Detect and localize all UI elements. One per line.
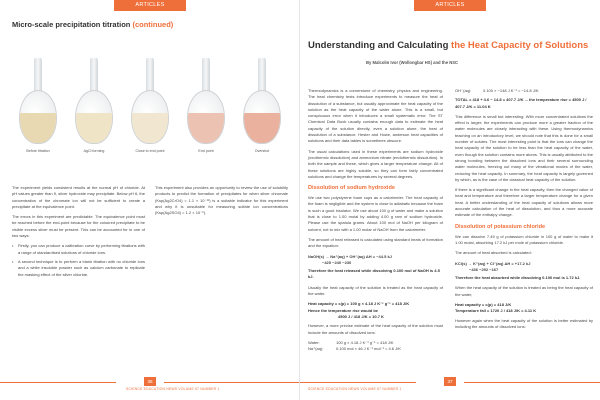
ion-calc: 0.100 mol × 46 J K⁻¹ mol⁻¹ = 4.6 J/K [336, 346, 401, 352]
photo-item [180, 58, 232, 168]
title-suffix: (continued) [132, 20, 174, 29]
photo-item [12, 58, 64, 168]
paragraph: This experiment also provides an opportunity to review the use of solubility products to predict the formation of precipitates for when silver chromate (Ksp(Ag2CrO4) = 1.1 × 10⁻¹²) is a suitable indicator for this experiment and why it is unsuitable for measuring sulfate ion concentrations (Ksp(Ag2SO4) = 1.2 × 10⁻⁵). [155, 185, 288, 216]
ion-label: Na⁺(aq): [308, 346, 324, 352]
flask-image [74, 58, 114, 146]
paragraph: However, a more precise estimate of the heat capacity of the solution must include the amounts of dissolved ions: [308, 323, 443, 335]
ion-row [455, 88, 593, 94]
page-number: 36 [144, 377, 156, 386]
footer-text: SCIENCE EDUCATION NEWS VOLUME 67 NUMBER 1 [308, 387, 402, 391]
footer-rule [164, 382, 300, 383]
paragraph: We use two polystyrene foam cups as a calorimeter. The heat capacity of the foam is negligible and the system is close to adiabatic because the foam is such a good insulator. We use about 100 g of water and make a solution that is close to 1.00 molal by adding 4.00 g ram of sodium hydroxide. Please use the spatula grams. About 100 mol of NaOH per kilogram of solvent, not to mix with a 1.00 molar of NaOH from the calorimeter. [308, 195, 443, 232]
paragraph: Usually the heat capacity of the solution is treated as the heat capacity of the water. [308, 284, 443, 297]
section-heading: Dissolution of sodium hydroxide [308, 185, 396, 192]
photo-strip [12, 58, 288, 168]
title-suffix: the Heat Capacity of Solutions [451, 40, 589, 51]
reaction-equation: NaOH(s) → Na⁺(aq) + OH⁻(aq) ΔH = −44.5 kJ [308, 253, 392, 259]
photo-item [68, 58, 120, 168]
ion-calc: 0.100 × −148 J K⁻¹ = −14.8 J/K [483, 88, 539, 93]
paragraph: Thermodynamics is a cornerstone of chemistry, physics and engineering. The heat chemistry tests introduce experiments to measure the heat of dissolution of a substance, but usually approximate the heat capacity of the solution as the heat capacity of the water alone. This is a small, but conspicuous error when it introduces a small systematic error. The ST Chemical Data Book usually contains enough data to estimate the heat capacity of the solution directly, even a solution alone, the heat of dissolution of a substance. Hester and Howe, anderson heat capacities of solutions and their data tables is sometimes obscure. [308, 88, 443, 144]
ion-label: OH⁻(aq): [455, 88, 472, 93]
title-main: Understanding and Calculating [308, 40, 449, 51]
photo-caption: AgCl forming [83, 149, 105, 153]
page-number: 37 [444, 377, 456, 386]
right-column-2 [455, 88, 593, 334]
paragraph: The errors in this experiment are predictable. The equivalence point must be reached before the end-point because for the coloured precipitate to be visible excess silver must be present. This can be accounted for in one of two ways: [12, 214, 145, 239]
reaction-equation: KCl(s) → K⁺(aq) + Cl⁻(aq) ΔH = +17.2 kJ [455, 260, 531, 266]
temperature-calc: Temperature fall = 1720 J / 418 J/K = 4.11 K [455, 308, 537, 314]
byline: By Malcolm Ivor (Wollongbar HS) and the NSC [366, 60, 459, 65]
flask-image [242, 58, 282, 146]
paragraph: The usual calculations used in these experiments are sodium hydroxide (exothermic dissolution) and ammonium nitrate (endothermic dissolution). In both the sample and these, which gives a larger temperature change. All of these solutions are highly soluble, so they can form fairly concentrated solutions and change the temperatures by several degrees. [308, 148, 443, 179]
heat-capacity-line: Heat capacity = c(p) = 418 J/K [455, 302, 512, 308]
paragraph: The amount of heat released is calculated using standard heats of formation and the equation: [308, 236, 443, 249]
bullet-item: • A second technique is to perform a blank titration with no chloride ions and a white insoluble powder such as calcium carbonate to replicate the masking effect of the silver chloride. [12, 259, 145, 278]
left-column-2 [155, 185, 288, 220]
footer-text: SCIENCE EDUCATION NEWS VOLUME 67 NUMBER 1 [126, 387, 220, 391]
formation-values: −425 −240 −230 [322, 259, 352, 265]
heat-capacity-line: Heat capacity = c(p) = 100 g × 4.18 J K⁻¹ g⁻¹ = 418 J/K [308, 301, 410, 307]
temperature-label: Hence the temperature rise would be [308, 307, 379, 313]
ion-label: Water: [308, 339, 320, 345]
photo-item [236, 58, 288, 168]
photo-item [124, 58, 176, 168]
section-tab: ARTICLES [414, 0, 486, 11]
result-statement: Therefore the heat absorbed while dissolving 0.100 mol is 1.72 kJ. [455, 275, 581, 281]
title-main: Micro-scale precipitation titration [12, 20, 131, 29]
photo-caption: End point [198, 149, 214, 153]
photo-caption: Close to end point [135, 149, 165, 153]
left-column-1 [12, 185, 145, 281]
formation-values: −436 −252 −167 [469, 266, 499, 272]
article-title [12, 20, 173, 29]
paragraph: If there is a significant change in the heat capacity, then the changed value of heat and temperature and therefore a larger temperature change for a given heat. A better understanding of the heat capacity of solutions allows more accurate calculation of the heat of dissolution, and thus a more accurate estimate of the enthalpy change. [455, 187, 593, 218]
paragraph: However again when the heat capacity of the solution is better estimated by including the amounts of dissolved ions: [455, 317, 593, 329]
paragraph: We can dissolve 7.45 g of potassium chloride in 100 g of water to make it 1.00 molal, absorbing 17.2 kJ per mole of potassium chloride. [455, 233, 593, 245]
ion-row [308, 346, 443, 352]
paragraph: When the heat capacity of the solution is treated as being the heat capacity of the water, [455, 285, 593, 297]
footer-rule [0, 382, 116, 383]
photo-caption: Before titration [26, 149, 50, 153]
article-title [308, 40, 593, 51]
flask-image [130, 58, 170, 146]
temperature-calc: 4500 J / 418 J/K = 10.7 K [338, 313, 384, 319]
flask-image [18, 58, 58, 146]
section-tab: ARTICLES [114, 0, 186, 11]
bullet-item: • Firstly, you can produce a calibration curve by performing titrations with a range of standardised solutions of chloride ions. [12, 243, 145, 256]
total-line: TOTAL = 418 + 4.6 − 14.8 = 407.7 J/K ... the temperature rise = 4500 J / 407.7 J/K = 11.04 K [455, 97, 587, 109]
section-heading: Dissolution of potassium chloride [455, 223, 546, 230]
photo-caption: Overshot [254, 149, 270, 153]
flask-image [186, 58, 226, 146]
footer-rule [300, 382, 416, 383]
paragraph: The experiment yields consistent results at the normal pH of chloride. At pH values greater than 9, silver hydroxide may precipitate. Below pH 6, the concentration of the chromate ion will not be sufficient to create a precipitate at the equivalence point. [12, 185, 145, 209]
paragraph: This difference is small but interesting. With more concentrated solutions the effect is larger; the experiments can produce more a greater fraction of the water molecules are closely interacting with these. Using thermodynamics teaching on an introductory level, we should note that this is done for a small number of solutes. The most interesting point is that the ions can change the heat capacity of the solution to be less than the heat capacity of the water, even though the solution contains more atoms. This is usually attributed to the strong bonding between the dissolved ions and their several surrounding water molecules, freezing out many of the vibrational modes of the water, reducing the heat capacity. In summary, the heat capacity is largely governed by which, as is the case of the classical heat capacity of the solution. [455, 113, 594, 182]
ion-calc: 100 g × 4.18 J K⁻¹ g⁻¹ = 418 J/K [336, 339, 394, 345]
result-statement: Therefore the heat released while dissolving 0.100 mol of NaOH is 4.5 kJ. [308, 268, 440, 280]
paragraph: The amount of heat absorbed is calculated: [455, 250, 532, 256]
right-page [300, 0, 600, 400]
right-column-1 [308, 88, 443, 352]
footer-rule [464, 382, 600, 383]
